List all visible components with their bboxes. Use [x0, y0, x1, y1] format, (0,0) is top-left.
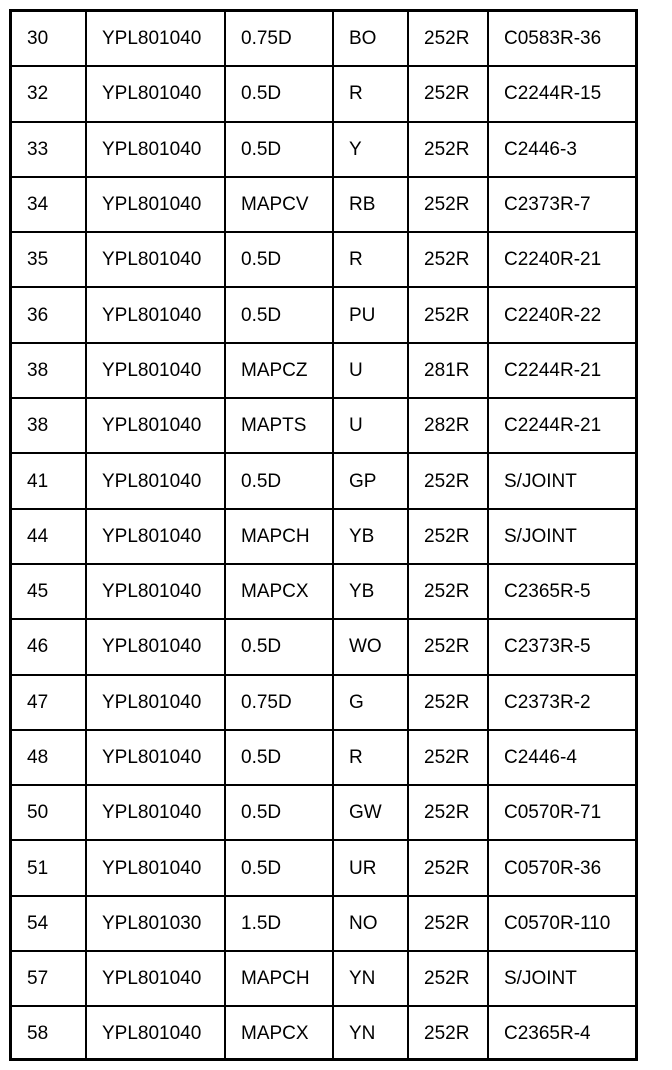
size-cell: MAPCH [225, 951, 333, 1006]
color-code-cell: UR [333, 840, 408, 895]
type-cell: 252R [408, 177, 488, 232]
size-cell: 0.5D [225, 66, 333, 121]
connector-cell: C0583R-36 [488, 12, 635, 66]
connector-cell: C2240R-21 [488, 232, 635, 287]
size-cell: 0.5D [225, 122, 333, 177]
part-number-cell: YPL801040 [86, 232, 225, 287]
connector-cell: C2373R-5 [488, 619, 635, 674]
size-cell: MAPCH [225, 509, 333, 564]
part-number-cell: YPL801040 [86, 1006, 225, 1060]
row-number-cell: 45 [12, 564, 86, 619]
type-cell: 252R [408, 509, 488, 564]
part-number-cell: YPL801040 [86, 951, 225, 1006]
table-row [12, 840, 635, 895]
color-code-cell: G [333, 675, 408, 730]
row-number-cell: 48 [12, 730, 86, 785]
size-cell: MAPCV [225, 177, 333, 232]
connector-cell: C2240R-22 [488, 287, 635, 342]
table-row [12, 177, 635, 232]
table-row [12, 66, 635, 121]
color-code-cell: YB [333, 509, 408, 564]
connector-cell: C2244R-15 [488, 66, 635, 121]
color-code-cell: PU [333, 287, 408, 342]
type-cell: 252R [408, 896, 488, 951]
table-row [12, 896, 635, 951]
size-cell: MAPTS [225, 398, 333, 453]
table-body [12, 12, 635, 1061]
part-number-cell: YPL801040 [86, 840, 225, 895]
data-table [12, 12, 635, 1061]
part-number-cell: YPL801040 [86, 730, 225, 785]
connector-cell: S/JOINT [488, 951, 635, 1006]
color-code-cell: RB [333, 177, 408, 232]
table-row [12, 343, 635, 398]
type-cell: 252R [408, 122, 488, 177]
type-cell: 281R [408, 343, 488, 398]
connector-cell: S/JOINT [488, 453, 635, 508]
size-cell: MAPCX [225, 564, 333, 619]
table-row [12, 619, 635, 674]
part-number-cell: YPL801040 [86, 343, 225, 398]
size-cell: MAPCX [225, 1006, 333, 1060]
connector-cell: C2365R-4 [488, 1006, 635, 1060]
table-row [12, 398, 635, 453]
row-number-cell: 38 [12, 343, 86, 398]
part-number-cell: YPL801040 [86, 509, 225, 564]
color-code-cell: GW [333, 785, 408, 840]
part-number-cell: YPL801040 [86, 122, 225, 177]
row-number-cell: 33 [12, 122, 86, 177]
row-number-cell: 58 [12, 1006, 86, 1060]
row-number-cell: 54 [12, 896, 86, 951]
type-cell: 252R [408, 232, 488, 287]
connector-cell: C2373R-7 [488, 177, 635, 232]
part-number-cell: YPL801040 [86, 287, 225, 342]
size-cell: 0.75D [225, 675, 333, 730]
connector-cell: C2373R-2 [488, 675, 635, 730]
connector-cell: S/JOINT [488, 509, 635, 564]
type-cell: 252R [408, 287, 488, 342]
color-code-cell: U [333, 343, 408, 398]
color-code-cell: Y [333, 122, 408, 177]
connector-cell: C2244R-21 [488, 398, 635, 453]
color-code-cell: YN [333, 951, 408, 1006]
row-number-cell: 32 [12, 66, 86, 121]
connector-cell: C2365R-5 [488, 564, 635, 619]
table-row [12, 453, 635, 508]
part-number-cell: YPL801040 [86, 177, 225, 232]
connector-cell: C0570R-71 [488, 785, 635, 840]
size-cell: 0.5D [225, 730, 333, 785]
table-row [12, 730, 635, 785]
table-row [12, 951, 635, 1006]
row-number-cell: 44 [12, 509, 86, 564]
table-row [12, 785, 635, 840]
color-code-cell: R [333, 66, 408, 121]
connector-cell: C2244R-21 [488, 343, 635, 398]
color-code-cell: BO [333, 12, 408, 66]
color-code-cell: YN [333, 1006, 408, 1060]
row-number-cell: 57 [12, 951, 86, 1006]
type-cell: 282R [408, 398, 488, 453]
part-number-cell: YPL801040 [86, 675, 225, 730]
table-row [12, 675, 635, 730]
type-cell: 252R [408, 12, 488, 66]
type-cell: 252R [408, 564, 488, 619]
row-number-cell: 30 [12, 12, 86, 66]
size-cell: MAPCZ [225, 343, 333, 398]
row-number-cell: 38 [12, 398, 86, 453]
table-row [12, 122, 635, 177]
table-row [12, 1006, 635, 1060]
size-cell: 1.5D [225, 896, 333, 951]
part-number-cell: YPL801040 [86, 564, 225, 619]
row-number-cell: 35 [12, 232, 86, 287]
color-code-cell: YB [333, 564, 408, 619]
type-cell: 252R [408, 840, 488, 895]
part-number-cell: YPL801040 [86, 453, 225, 508]
part-number-cell: YPL801040 [86, 66, 225, 121]
size-cell: 0.5D [225, 232, 333, 287]
color-code-cell: GP [333, 453, 408, 508]
color-code-cell: R [333, 232, 408, 287]
table-row [12, 564, 635, 619]
type-cell: 252R [408, 453, 488, 508]
data-table-frame [9, 9, 638, 1061]
table-row [12, 509, 635, 564]
size-cell: 0.5D [225, 840, 333, 895]
part-number-cell: YPL801030 [86, 896, 225, 951]
row-number-cell: 51 [12, 840, 86, 895]
row-number-cell: 36 [12, 287, 86, 342]
part-number-cell: YPL801040 [86, 12, 225, 66]
size-cell: 0.5D [225, 619, 333, 674]
type-cell: 252R [408, 66, 488, 121]
connector-cell: C0570R-110 [488, 896, 635, 951]
table-row [12, 287, 635, 342]
row-number-cell: 47 [12, 675, 86, 730]
part-number-cell: YPL801040 [86, 398, 225, 453]
connector-cell: C2446-3 [488, 122, 635, 177]
color-code-cell: U [333, 398, 408, 453]
part-number-cell: YPL801040 [86, 619, 225, 674]
table-row [12, 12, 635, 66]
size-cell: 0.5D [225, 453, 333, 508]
color-code-cell: WO [333, 619, 408, 674]
type-cell: 252R [408, 730, 488, 785]
part-number-cell: YPL801040 [86, 785, 225, 840]
size-cell: 0.5D [225, 287, 333, 342]
type-cell: 252R [408, 785, 488, 840]
row-number-cell: 41 [12, 453, 86, 508]
size-cell: 0.5D [225, 785, 333, 840]
type-cell: 252R [408, 619, 488, 674]
type-cell: 252R [408, 951, 488, 1006]
size-cell: 0.75D [225, 12, 333, 66]
color-code-cell: R [333, 730, 408, 785]
table-row [12, 232, 635, 287]
row-number-cell: 34 [12, 177, 86, 232]
row-number-cell: 46 [12, 619, 86, 674]
color-code-cell: NO [333, 896, 408, 951]
row-number-cell: 50 [12, 785, 86, 840]
connector-cell: C2446-4 [488, 730, 635, 785]
type-cell: 252R [408, 1006, 488, 1060]
type-cell: 252R [408, 675, 488, 730]
connector-cell: C0570R-36 [488, 840, 635, 895]
